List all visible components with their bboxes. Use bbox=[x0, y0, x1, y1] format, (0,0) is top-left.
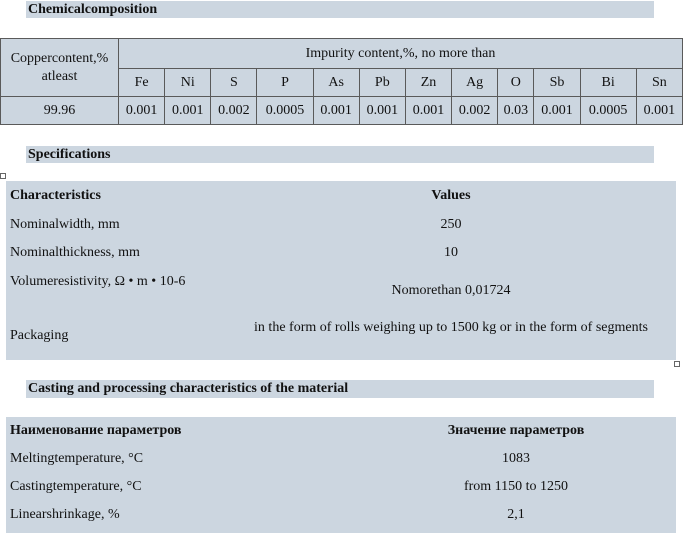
element-header: Ni bbox=[165, 69, 211, 97]
cast-parameter: Meltingtemperature, °C bbox=[10, 451, 144, 466]
spec-value: 250 bbox=[440, 217, 462, 232]
element-header: Zn bbox=[405, 69, 451, 97]
table-resize-marker bbox=[674, 361, 680, 367]
cast-header-value: Значение параметров bbox=[447, 423, 585, 438]
element-header: Sb bbox=[534, 69, 580, 97]
element-header: Sn bbox=[636, 69, 682, 97]
copper-content-header: Coppercontent,% atleast bbox=[1, 39, 119, 97]
impurity-value: 0.002 bbox=[452, 97, 498, 125]
element-header: O bbox=[498, 69, 534, 97]
element-header: P bbox=[257, 69, 313, 97]
spec-characteristic: Nominalwidth, mm bbox=[10, 217, 120, 232]
specifications-table bbox=[6, 181, 676, 360]
section-title-specifications: Specifications bbox=[26, 146, 654, 163]
spec-value: Nomorethan 0,01724 bbox=[391, 283, 511, 298]
cast-value: 2,1 bbox=[507, 507, 525, 522]
cast-parameter: Linearshrinkage, % bbox=[10, 507, 120, 522]
element-header: S bbox=[211, 69, 257, 97]
impurity-value: 0.001 bbox=[359, 97, 405, 125]
spec-header-characteristics: Characteristics bbox=[10, 188, 101, 203]
cast-value: 1083 bbox=[502, 451, 530, 466]
spec-characteristic: Packaging bbox=[10, 328, 69, 343]
copper-value: 99.96 bbox=[1, 97, 119, 125]
spec-characteristic: Volumeresistivity, Ω • m • 10-6 bbox=[10, 274, 186, 289]
spec-header-values: Values bbox=[431, 188, 471, 203]
cast-parameter: Castingtemperature, °C bbox=[10, 479, 142, 494]
table-anchor-marker bbox=[0, 173, 6, 179]
element-header: Pb bbox=[359, 69, 405, 97]
impurity-value: 0.001 bbox=[165, 97, 211, 125]
impurity-value: 0.001 bbox=[534, 97, 580, 125]
element-header: Ag bbox=[452, 69, 498, 97]
impurity-value: 0.001 bbox=[119, 97, 165, 125]
element-header: Bi bbox=[580, 69, 636, 97]
section-title-chemical-composition: Chemicalcomposition bbox=[26, 1, 654, 18]
element-header: Fe bbox=[119, 69, 165, 97]
impurity-value: 0.002 bbox=[211, 97, 257, 125]
spec-row bbox=[6, 273, 676, 309]
spec-characteristic: Nominalthickness, mm bbox=[10, 245, 140, 260]
impurity-value: 0.03 bbox=[498, 97, 534, 125]
element-header: As bbox=[313, 69, 359, 97]
section-title-casting: Casting and processing characteristics of the material bbox=[26, 380, 654, 398]
spec-value: 10 bbox=[444, 245, 458, 260]
impurity-value: 0.001 bbox=[405, 97, 451, 125]
impurity-value: 0.001 bbox=[636, 97, 682, 125]
spec-value: in the form of rolls weighing up to 1500 kg or in the form of segments bbox=[254, 320, 648, 335]
casting-properties-table bbox=[6, 417, 676, 533]
impurity-value: 0.0005 bbox=[580, 97, 636, 125]
cast-value: from 1150 to 1250 bbox=[463, 479, 569, 494]
impurity-value: 0.0005 bbox=[257, 97, 313, 125]
impurity-content-header: Impurity content,%, no more than bbox=[119, 39, 683, 69]
cast-header-parameter: Наименование параметров bbox=[10, 423, 182, 438]
chemical-composition-table bbox=[0, 38, 683, 125]
impurity-value: 0.001 bbox=[313, 97, 359, 125]
